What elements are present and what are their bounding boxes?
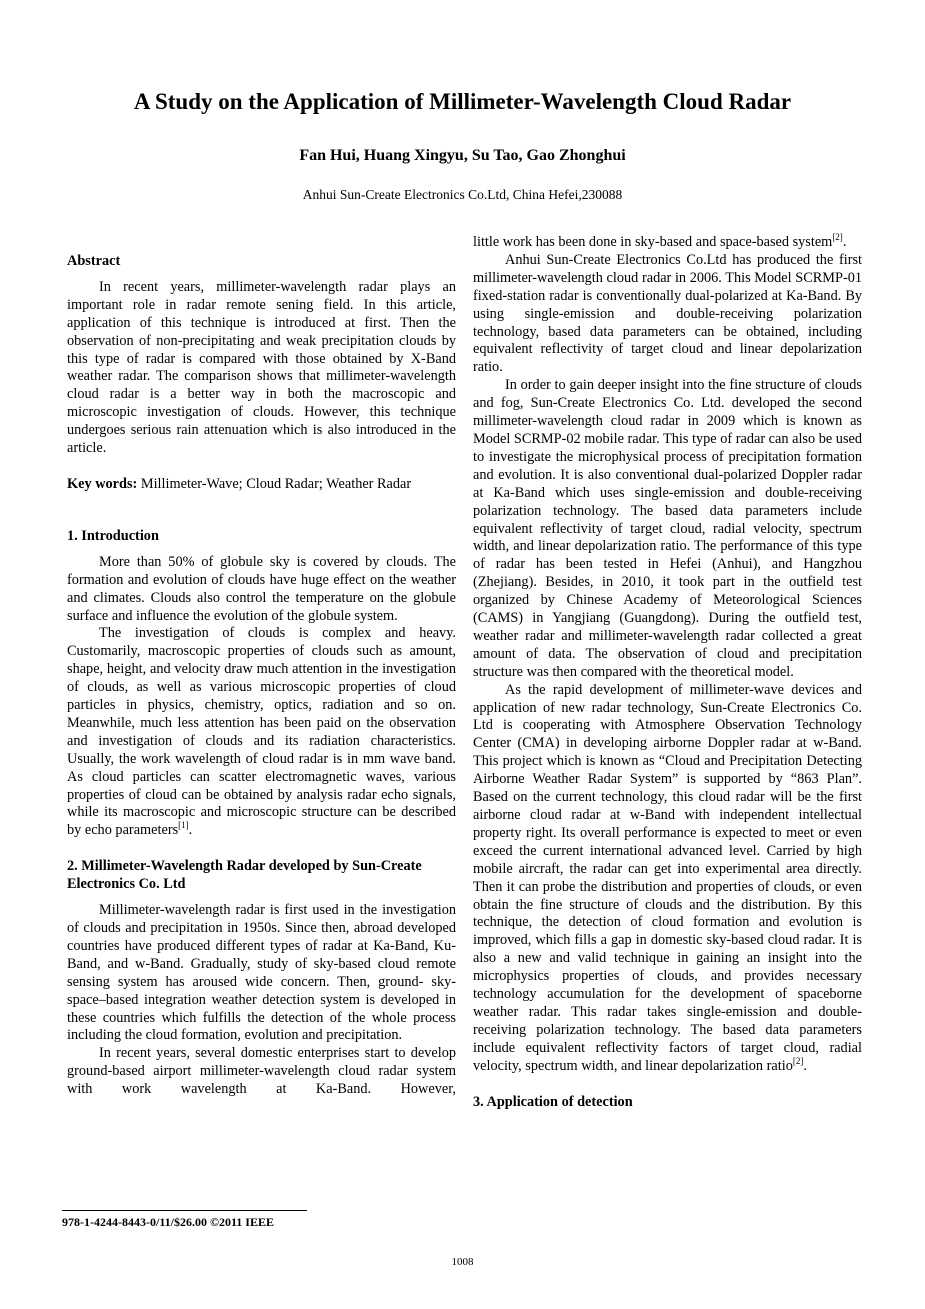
- sec2-paragraph-3: Anhui Sun-Create Electronics Co.Ltd has produced the first millimeter-wavelength cloud radar in 2006. This Model SCRMP-01 fixed-station radar is conventionally dual-polarized at Ka-Band. By using single-emission and double-receiving polarization technology, based data parameters can be obtained, including equivalent reflectivity of target cloud and linear depolarization ratio.: [473, 251, 862, 376]
- affiliation: Anhui Sun-Create Electronics Co.Ltd, China Hefei,230088: [302, 187, 623, 202]
- intro-paragraph-2: The investigation of clouds is complex and heavy. Customarily, macroscopic properties of clouds such as amount, shape, height, and velocity draw much attention in the investigation of clouds, as well as various microscopic properties of cloud particles in physics, chemistry, optics, radiation and so on. Meanwhile, much less attention has been paid on the observation and investigation of clouds and its radiation characteristics. Usually, the work wavelength of cloud radar is in mm wave band. As cloud particles can scatter electromagnetic waves, various properties of cloud can be obtained by analysis radar echo signals, while its macroscopic and microscopic structure can be described by echo parameters[1].: [67, 625, 456, 839]
- sec2-paragraph-5: As the rapid development of millimeter-wave devices and application of new radar technology, Sun-Create Electronics Co. Ltd is cooperating with Atmosphere Observation Technology Center (CMA) in developing airborne Doppler radar at w-Band. This project which is known as “Cloud and Precipitation Detecting Airborne Weather Radar System” is supported by “863 Plan”. Based on the current technology, this cloud radar will be the first airborne cloud radar at w-Band with independent intellectual property right. Its overall performance is expected to meet or even exceed the current international advanced level. Carried by high mobile aircraft, the radar can get into experimental area directly. Then it can probe the distribution and properties of clouds, or even obtain the fine structure of clouds and the distribution. By this technique, the detection of cloud formation and evolution is improved, which fills a gap in domestic sky-based cloud radar. It is also a new and valid technique in gaining an insight into the microphysics properties of clouds, and provides necessary technology accumulation for the development of spaceborne weather radar. This radar takes single-emission and double-receiving polarization technology. The based data parameters include equivalent reflectivity factors of target cloud, radial velocity, spectrum width, and linear depolarization ratio[2].: [473, 681, 862, 1074]
- abstract-heading: Abstract: [67, 253, 121, 269]
- intro-paragraph-1: More than 50% of globule sky is covered by clouds. The formation and evolution of clouds have huge effect on the weather and climates. Clouds also control the temperature on the globule surface and influence the evolution of the globule system.: [67, 553, 456, 624]
- abstract-text: In recent years, millimeter-wavelength radar plays an important role in radar remote sening field. In this article, application of this technique is introduced at first. Then the observation of non-precipitating and weak precipitation clouds by this type of radar is compared with those obtained by X-Band weather radar. The comparison shows that millimeter-wavelength cloud radar is a better way in both the macroscopic and microscopic investigation of clouds. However, this technique undergoes serious rain attenuation which is also introduced in the article.: [67, 278, 456, 457]
- intro-paragraph-2-text: The investigation of clouds is complex and heavy. Customarily, macroscopic properties of clouds such as amount, shape, height, and velocity draw much attention in the investigation of clouds, as well as various microscopic properties of cloud particles in physics, chemistry, optics, radiation and so on. Meanwhile, much less attention has been paid on the observation and investigation of clouds and its radiation characteristics. Usually, the work wavelength of cloud radar is in mm wave band. As cloud particles can scatter electromagnetic waves, various properties of cloud can be obtained by analysis radar echo signals, while its macroscopic and microscopic structure can be described by echo parameters: [67, 625, 456, 839]
- sec2-paragraph-1: Millimeter-wavelength radar is first used in the investigation of clouds and precipitation in 1950s. Since then, abroad developed countries have produced different types of radar at Ka-Band, Ku-Band, and w-Band. Gradually, study of sky-based cloud remote sensing system has aroused wide concern. Then, ground- sky- space–based integration weather detection system is developed in these countries which fulfills the detection of the whole process including the cloud formation, evolution and precipitation.: [67, 902, 456, 1044]
- citation: [2]: [832, 232, 843, 242]
- sec2-paragraph-4: In order to gain deeper insight into the fine structure of clouds and fog, Sun-Create Electronics Co. Ltd. developed the second millimeter-wavelength cloud radar in 2009 which is known as Model SCRMP-02 mobile radar. This type of radar can also be used to investigate the microphysical process of precipitation formation and evolution. It is also conventional dual-polarized Doppler radar at Ka-Band which uses single-emission and double-receiving polarization technology. The based data parameters include equivalent reflectivity of target cloud, radial velocity, spectrum width, and linear depolarization ratio. The performance of this type of radar has been tested in Hefei (Anhui), and Hangzhou (Zhejiang). Besides, in 2010, it took part in the outfield test organized by Chinese Academy of Meteorological Sciences (CAMS) in Yangjiang (Guangdong). During the outfield test, weather radar and millimeter-wavelength radar collected a great amount of data. The observation of cloud and precipitation structure was then compared with the theoretical model.: [473, 377, 862, 680]
- citation: [1]: [178, 820, 189, 831]
- footnote-divider: [62, 1210, 307, 1211]
- section-3-heading: 3. Application of detection: [473, 1093, 633, 1110]
- sec2-paragraph-2-full: little work has been done in sky-based and space-based system[2].: [473, 232, 847, 250]
- citation: [2]: [792, 1055, 804, 1066]
- page-number: 1008: [451, 1256, 474, 1268]
- paper-title: A Study on the Application of Millimeter-Wavelength Cloud Radar: [133, 89, 792, 114]
- right-column: [473, 234, 862, 1112]
- left-column: [67, 253, 456, 1099]
- keywords-label: Key words:: [67, 475, 138, 492]
- section-2-heading: 2. Millimeter-Wavelength Radar developed by Sun-Create Electronics Co. Ltd: [67, 858, 422, 893]
- sec2-paragraph-2-text: little work has been done in sky-based and space-based system: [473, 234, 833, 250]
- keywords: [67, 476, 456, 494]
- footnote: 978-1-4244-8443-0/11/$26.00 ©2011 IEEE: [62, 1215, 274, 1229]
- authors: Fan Hui, Huang Xingyu, Su Tao, Gao Zhonghui: [299, 147, 626, 164]
- sec2-paragraph-2: In recent years, several domestic enterprises start to develop ground-based airport millimeter-wavelength cloud radar system with work wavelength at Ka-Band. However,: [67, 1045, 456, 1098]
- section-1-heading: 1. Introduction: [67, 527, 159, 544]
- sec2-paragraph-5-text: As the rapid development of millimeter-wave devices and application of new radar technology, Sun-Create Electronics Co. Ltd is cooperating with Atmosphere Observation Technology Center (CMA) in developing airborne Doppler radar at w-Band. This project which is known as “Cloud and Precipitation Detecting Airborne Weather Radar System” is supported by “863 Plan”. Based on the current technology, this cloud radar will be the first airborne cloud radar at w-Band with independent intellectual property right. Its overall performance is expected to meet or even exceed the current international advanced level. Carried by high mobile aircraft, the radar can get into experimental area directly. Then it can probe the distribution and properties of clouds, or even obtain the fine structure of clouds and the distribution. By this technique, the detection of cloud formation and evolution is improved, which fills a gap in domestic sky-based cloud radar. It is also a new and valid technique in gaining an insight into the microphysics properties of clouds, and provides necessary technology accumulation for the development of spaceborne weather radar. This radar takes single-emission and double-receiving polarization technology. The based data parameters include equivalent reflectivity factors of target cloud, radial velocity, spectrum width, and linear depolarization ratio: [473, 681, 862, 1074]
- keywords-text: Millimeter-Wave; Cloud Radar; Weather Radar: [137, 475, 412, 492]
